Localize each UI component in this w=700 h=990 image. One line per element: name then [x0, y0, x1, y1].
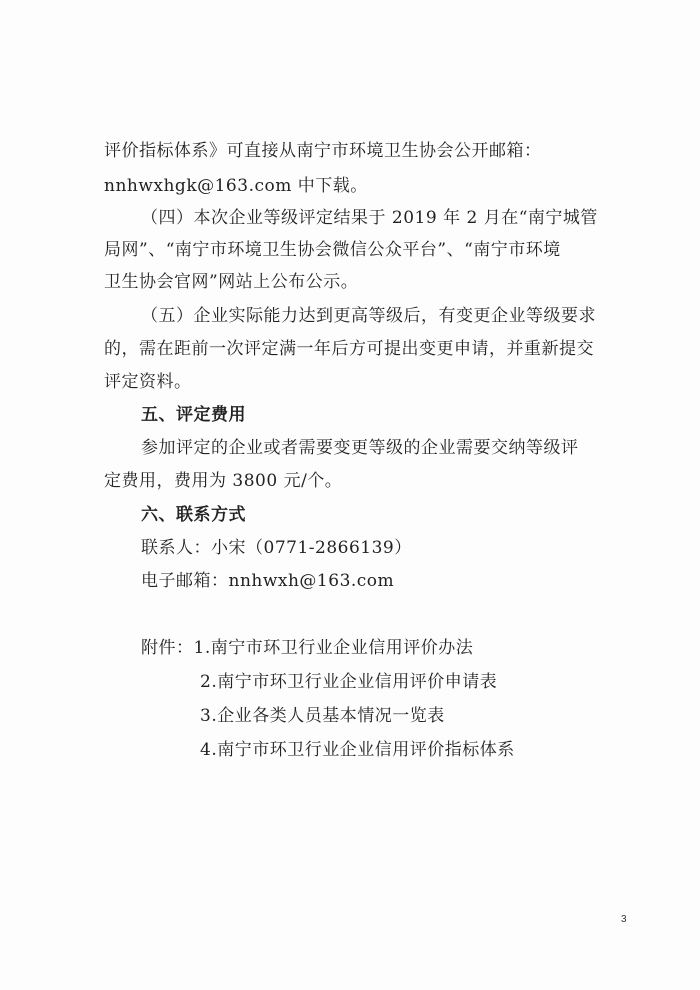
item-5-line: （五）企业实际能力达到更高等级后，有变更企业等级要求 — [141, 306, 596, 326]
page-number: 3 — [621, 914, 627, 925]
paragraph-line: 评价指标体系》可直接从南宁市环境卫生协会公开邮箱： — [104, 141, 542, 161]
attachment-item-1: 附件：1.南宁市环卫行业企业信用评价办法 — [141, 638, 474, 658]
item-4-line: 局网”、“南宁市环境卫生协会微信公众平台”、“南宁市环境 — [104, 240, 561, 260]
item-4-line: （四）本次企业等级评定结果于 2019 年 2 月在“南宁城管 — [141, 208, 598, 228]
contact-email: 电子邮箱：nnhwxh@163.com — [141, 571, 395, 591]
section-5-line: 参加评定的企业或者需要变更等级的企业需要交纳等级评 — [141, 438, 579, 458]
section-5-line: 定费用，费用为 3800 元/个。 — [104, 471, 343, 491]
item-4-line: 卫生协会官网”网站上公布公示。 — [104, 272, 359, 292]
section-5-heading: 五、评定费用 — [141, 405, 246, 425]
attachment-item-2: 2.南宁市环卫行业企业信用评价申请表 — [200, 672, 498, 692]
item-5-line: 的，需在距前一次评定满一年后方可提出变更申请，并重新提交 — [104, 339, 594, 359]
attachment-item-3: 3.企业各类人员基本情况一览表 — [200, 706, 445, 726]
item-5-line: 评定资料。 — [104, 372, 192, 392]
contact-person: 联系人：小宋（0771-2866139） — [141, 538, 412, 558]
paragraph-line-email: nnhwxhgk@163.com 中下载。 — [104, 176, 368, 196]
attachment-item-4: 4.南宁市环卫行业企业信用评价指标体系 — [200, 740, 515, 760]
section-6-heading: 六、联系方式 — [141, 505, 246, 525]
